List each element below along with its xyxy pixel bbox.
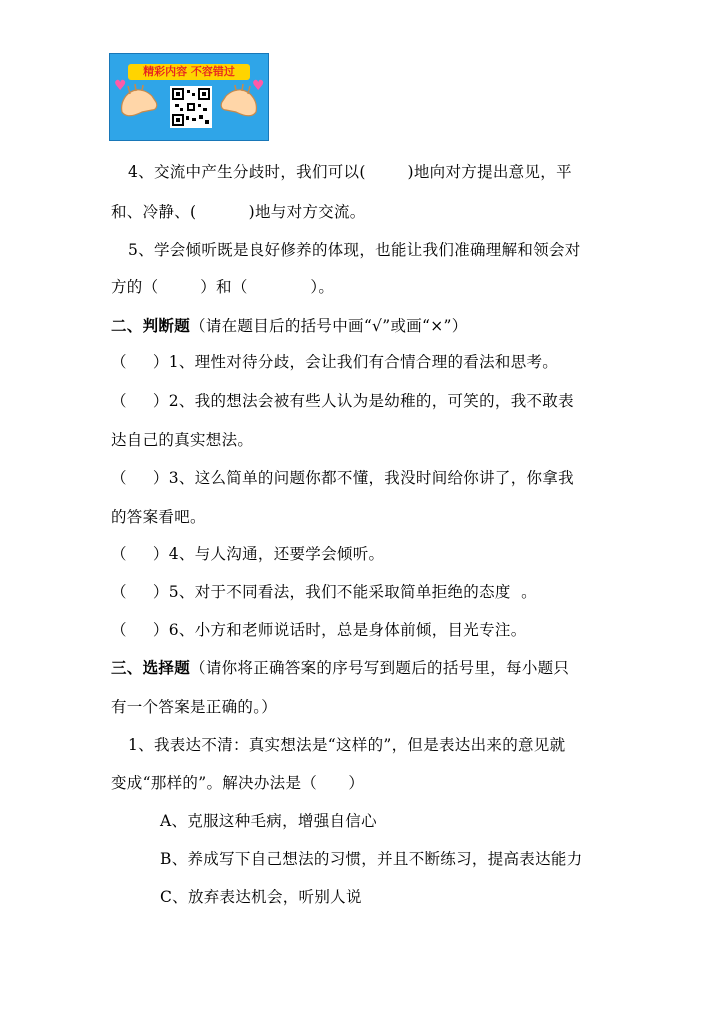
choice-question-1-line-2: 变成“那样的”。解决办法是（ ） [111,774,365,792]
section-judge-title: 二、判断题 [111,316,191,335]
section-judge-heading [0,315,724,337]
heart-icon: ♥ [114,78,127,94]
right-clapping-hands-icon [216,82,262,122]
choice-question-1-line-1: 1、我表达不清：真实想法是“这样的”，但是表达出来的意见就 [128,736,566,754]
fill-blank-question-5-line-2: 方的（ ）和（ ）。 [111,278,335,296]
fill-blank-question-4-line-1: 4、交流中产生分歧时，我们可以( )地向对方提出意见，平 [128,163,572,181]
banner-label: 精彩内容 不容错过 [128,64,250,80]
choice-option-a: A、克服这种毛病，增强自信心 [160,812,377,830]
heart-icon: ♥ [252,78,265,94]
fill-blank-question-4-line-2: 和、冷静、( )地与对方交流。 [111,203,366,221]
judge-question-1: （ ）1、理性对待分歧，会让我们有合情合理的看法和思考。 [111,353,559,371]
section-choice-heading [0,657,724,679]
judge-question-3-line-1: （ ）3、这么简单的问题你都不懂，我没时间给你讲了，你拿我 [111,469,574,487]
section-choice-instruction-line-1: （请你将正确答案的序号写到题后的括号里，每小题只 [190,659,570,677]
judge-question-5: （ ）5、对于不同看法，我们不能采取简单拒绝的态度 。 [111,583,537,601]
judge-question-2-line-1: （ ）2、我的想法会被有些人认为是幼稚的，可笑的，我不敢表 [111,392,574,410]
qr-code-icon [170,86,212,128]
promo-banner [109,53,269,141]
fill-blank-question-5-line-1: 5、学会倾听既是良好修养的体现，也能让我们准确理解和领会对 [128,241,581,259]
left-clapping-hands-icon [116,82,162,122]
choice-option-b: B、养成写下自己想法的习惯，并且不断练习，提高表达能力 [160,850,583,868]
judge-question-4: （ ）4、与人沟通，还要学会倾听。 [111,545,385,563]
choice-option-c: C、放弃表达机会，听别人说 [160,888,362,906]
section-choice-title: 三、选择题 [111,658,191,677]
judge-question-2-line-2: 达自己的真实想法。 [111,431,254,449]
section-choice-instruction-line-2: 有一个答案是正确的。） [111,698,278,716]
section-judge-instruction: （请在题目后的括号中画“√”或画“×”） [190,317,468,335]
judge-question-3-line-2: 的答案看吧。 [111,508,206,526]
judge-question-6: （ ）6、小方和老师说话时，总是身体前倾，目光专注。 [111,621,527,639]
